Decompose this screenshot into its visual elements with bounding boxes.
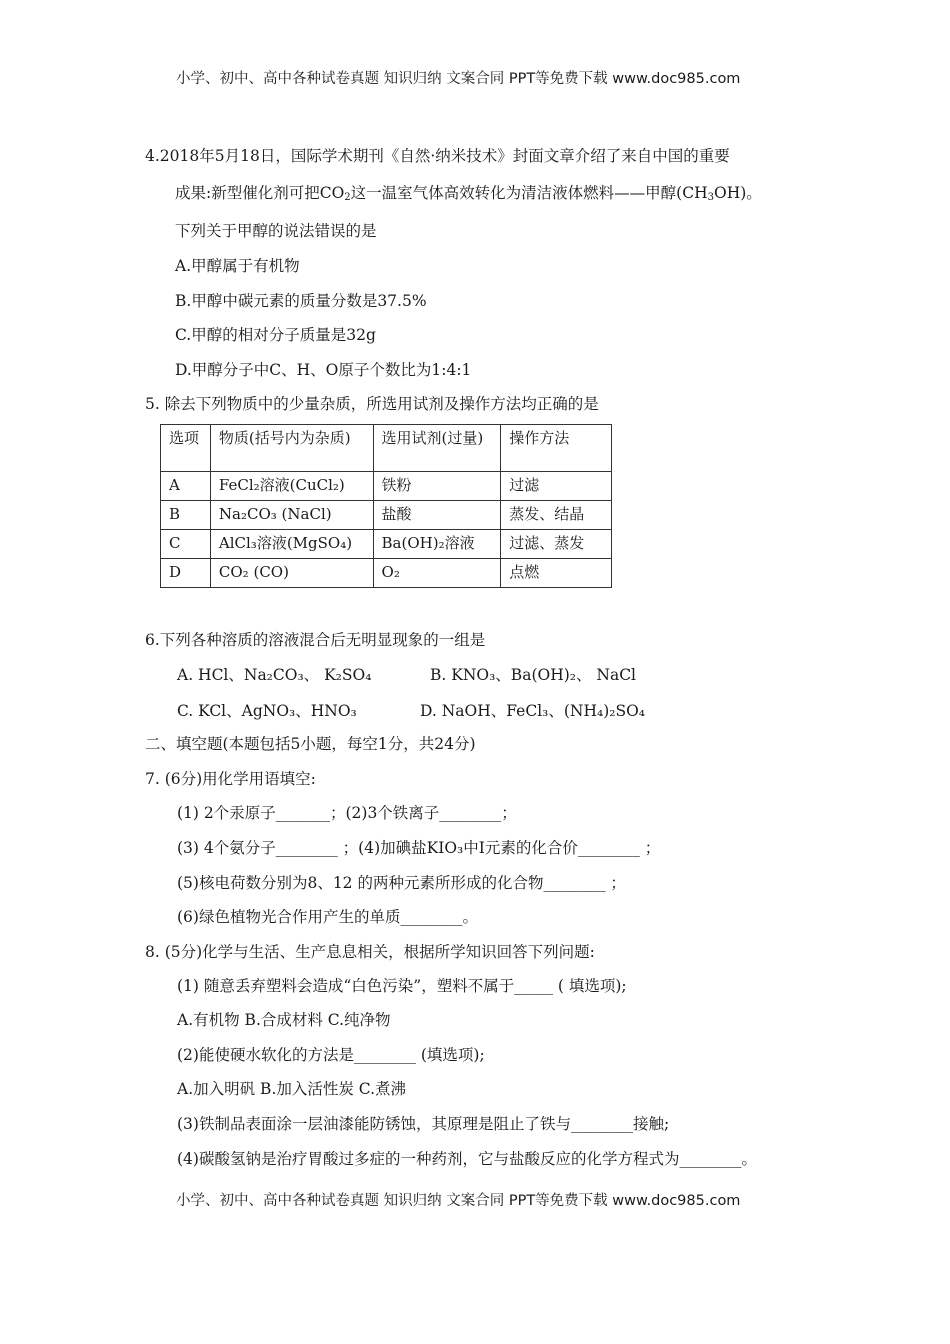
table-cell: 过滤、蒸发 <box>501 530 612 559</box>
q5-header-option: 选项 <box>161 425 211 472</box>
q4-line2-sub2: 3 <box>707 192 714 203</box>
q7-line4: (6)绿色植物光合作用产生的单质________。 <box>177 908 478 926</box>
table-cell: B <box>161 501 211 530</box>
q5-header-reagent: 选用试剂(过量) <box>373 425 501 472</box>
q5-stem: 5. 除去下列物质中的少量杂质，所选用试剂及操作方法均正确的是 <box>145 395 599 413</box>
q8-line4: A.加入明矾 B.加入活性炭 C.煮沸 <box>177 1080 407 1098</box>
q5-table-header-row <box>161 425 612 472</box>
q6-option-d: D. NaOH、FeCl₃、(NH₄)₂SO₄ <box>420 702 646 720</box>
table-row <box>161 501 612 530</box>
table-cell: Na₂CO₃ (NaCl) <box>210 501 373 530</box>
q7-line1: (1) 2个汞原子_______；(2)3个铁离子________； <box>177 804 517 822</box>
table-cell: C <box>161 530 211 559</box>
q6-option-c: C. KCl、AgNO₃、HNO₃ <box>177 702 357 720</box>
q7-line2: (3) 4个氨分子________ ；(4)加碘盐KIO₃中I元素的化合价________ ； <box>177 839 661 857</box>
table-cell: FeCl₂溶液(CuCl₂) <box>210 472 373 501</box>
table-cell: 蒸发、结晶 <box>501 501 612 530</box>
q5-header-method: 操作方法 <box>501 425 612 472</box>
q4-stem-line3: 下列关于甲醇的说法错误的是 <box>175 222 377 240</box>
q4-stem-line2 <box>175 183 762 203</box>
q6-option-a: A. HCl、Na₂CO₃、 K₂SO₄ <box>177 666 372 684</box>
q8-line1: (1) 随意丢弃塑料会造成“白色污染”，塑料不属于_____ ( 填选项); <box>177 977 627 995</box>
table-cell: AlCl₃溶液(MgSO₄) <box>210 530 373 559</box>
table-cell: 盐酸 <box>373 501 501 530</box>
q4-option-d: D.甲醇分子中C、H、O原子个数比为1:4:1 <box>175 361 472 379</box>
page-footer: 小学、初中、高中各种试卷真题 知识归纳 文案合同 PPT等免费下载 www.doc985.com <box>176 1193 741 1209</box>
q4-option-a: A.甲醇属于有机物 <box>175 257 300 275</box>
q6-stem: 6.下列各种溶质的溶液混合后无明显现象的一组是 <box>145 631 486 649</box>
q4-option-b: B.甲醇中碳元素的质量分数是37.5% <box>175 292 427 310</box>
table-cell: A <box>161 472 211 501</box>
q4-line2-sub: 2 <box>344 192 351 203</box>
q4-line2-c: OH)。 <box>713 184 762 202</box>
q8-stem: 8. (5分)化学与生活、生产息息相关，根据所学知识回答下列问题: <box>145 943 595 961</box>
q4-option-c: C.甲醇的相对分子质量是32g <box>175 326 376 344</box>
q7-line3: (5)核电荷数分别为8、12 的两种元素所形成的化合物________ ； <box>177 874 626 892</box>
q8-line2: A.有机物 B.合成材料 C.纯净物 <box>177 1011 391 1029</box>
q5-table <box>160 424 612 588</box>
q8-line3: (2)能使硬水软化的方法是________ (填选项); <box>177 1046 485 1064</box>
table-cell: CO₂ (CO) <box>210 559 373 588</box>
q5-header-substance: 物质(括号内为杂质) <box>210 425 373 472</box>
q8-line5: (3)铁制品表面涂一层油漆能防锈蚀，其原理是阻止了铁与________接触; <box>177 1115 670 1133</box>
table-cell: 点燃 <box>501 559 612 588</box>
table-cell: D <box>161 559 211 588</box>
page-header: 小学、初中、高中各种试卷真题 知识归纳 文案合同 PPT等免费下载 www.doc985.com <box>176 71 741 87</box>
q4-line2-a: 成果:新型催化剂可把CO <box>175 184 345 202</box>
q6-option-b: B. KNO₃、Ba(OH)₂、 NaCl <box>430 666 637 684</box>
q4-stem-line1: 4.2018年5月18日，国际学术期刊《自然·纳米技术》封面文章介绍了来自中国的重要 <box>145 147 730 165</box>
table-cell: 铁粉 <box>373 472 501 501</box>
q8-line6: (4)碳酸氢钠是治疗胃酸过多症的一种药剂，它与盐酸反应的化学方程式为________。 <box>177 1150 757 1168</box>
table-cell: Ba(OH)₂溶液 <box>373 530 501 559</box>
table-row <box>161 559 612 588</box>
table-row <box>161 530 612 559</box>
table-row <box>161 472 612 501</box>
table-cell: O₂ <box>373 559 501 588</box>
table-cell: 过滤 <box>501 472 612 501</box>
q7-stem: 7. (6分)用化学用语填空: <box>145 770 316 788</box>
section-title: 二、填空题(本题包括5小题，每空1分，共24分) <box>145 735 476 753</box>
q4-line2-b: 这一温室气体高效转化为清洁液体燃料——甲醇(CH <box>350 184 708 202</box>
